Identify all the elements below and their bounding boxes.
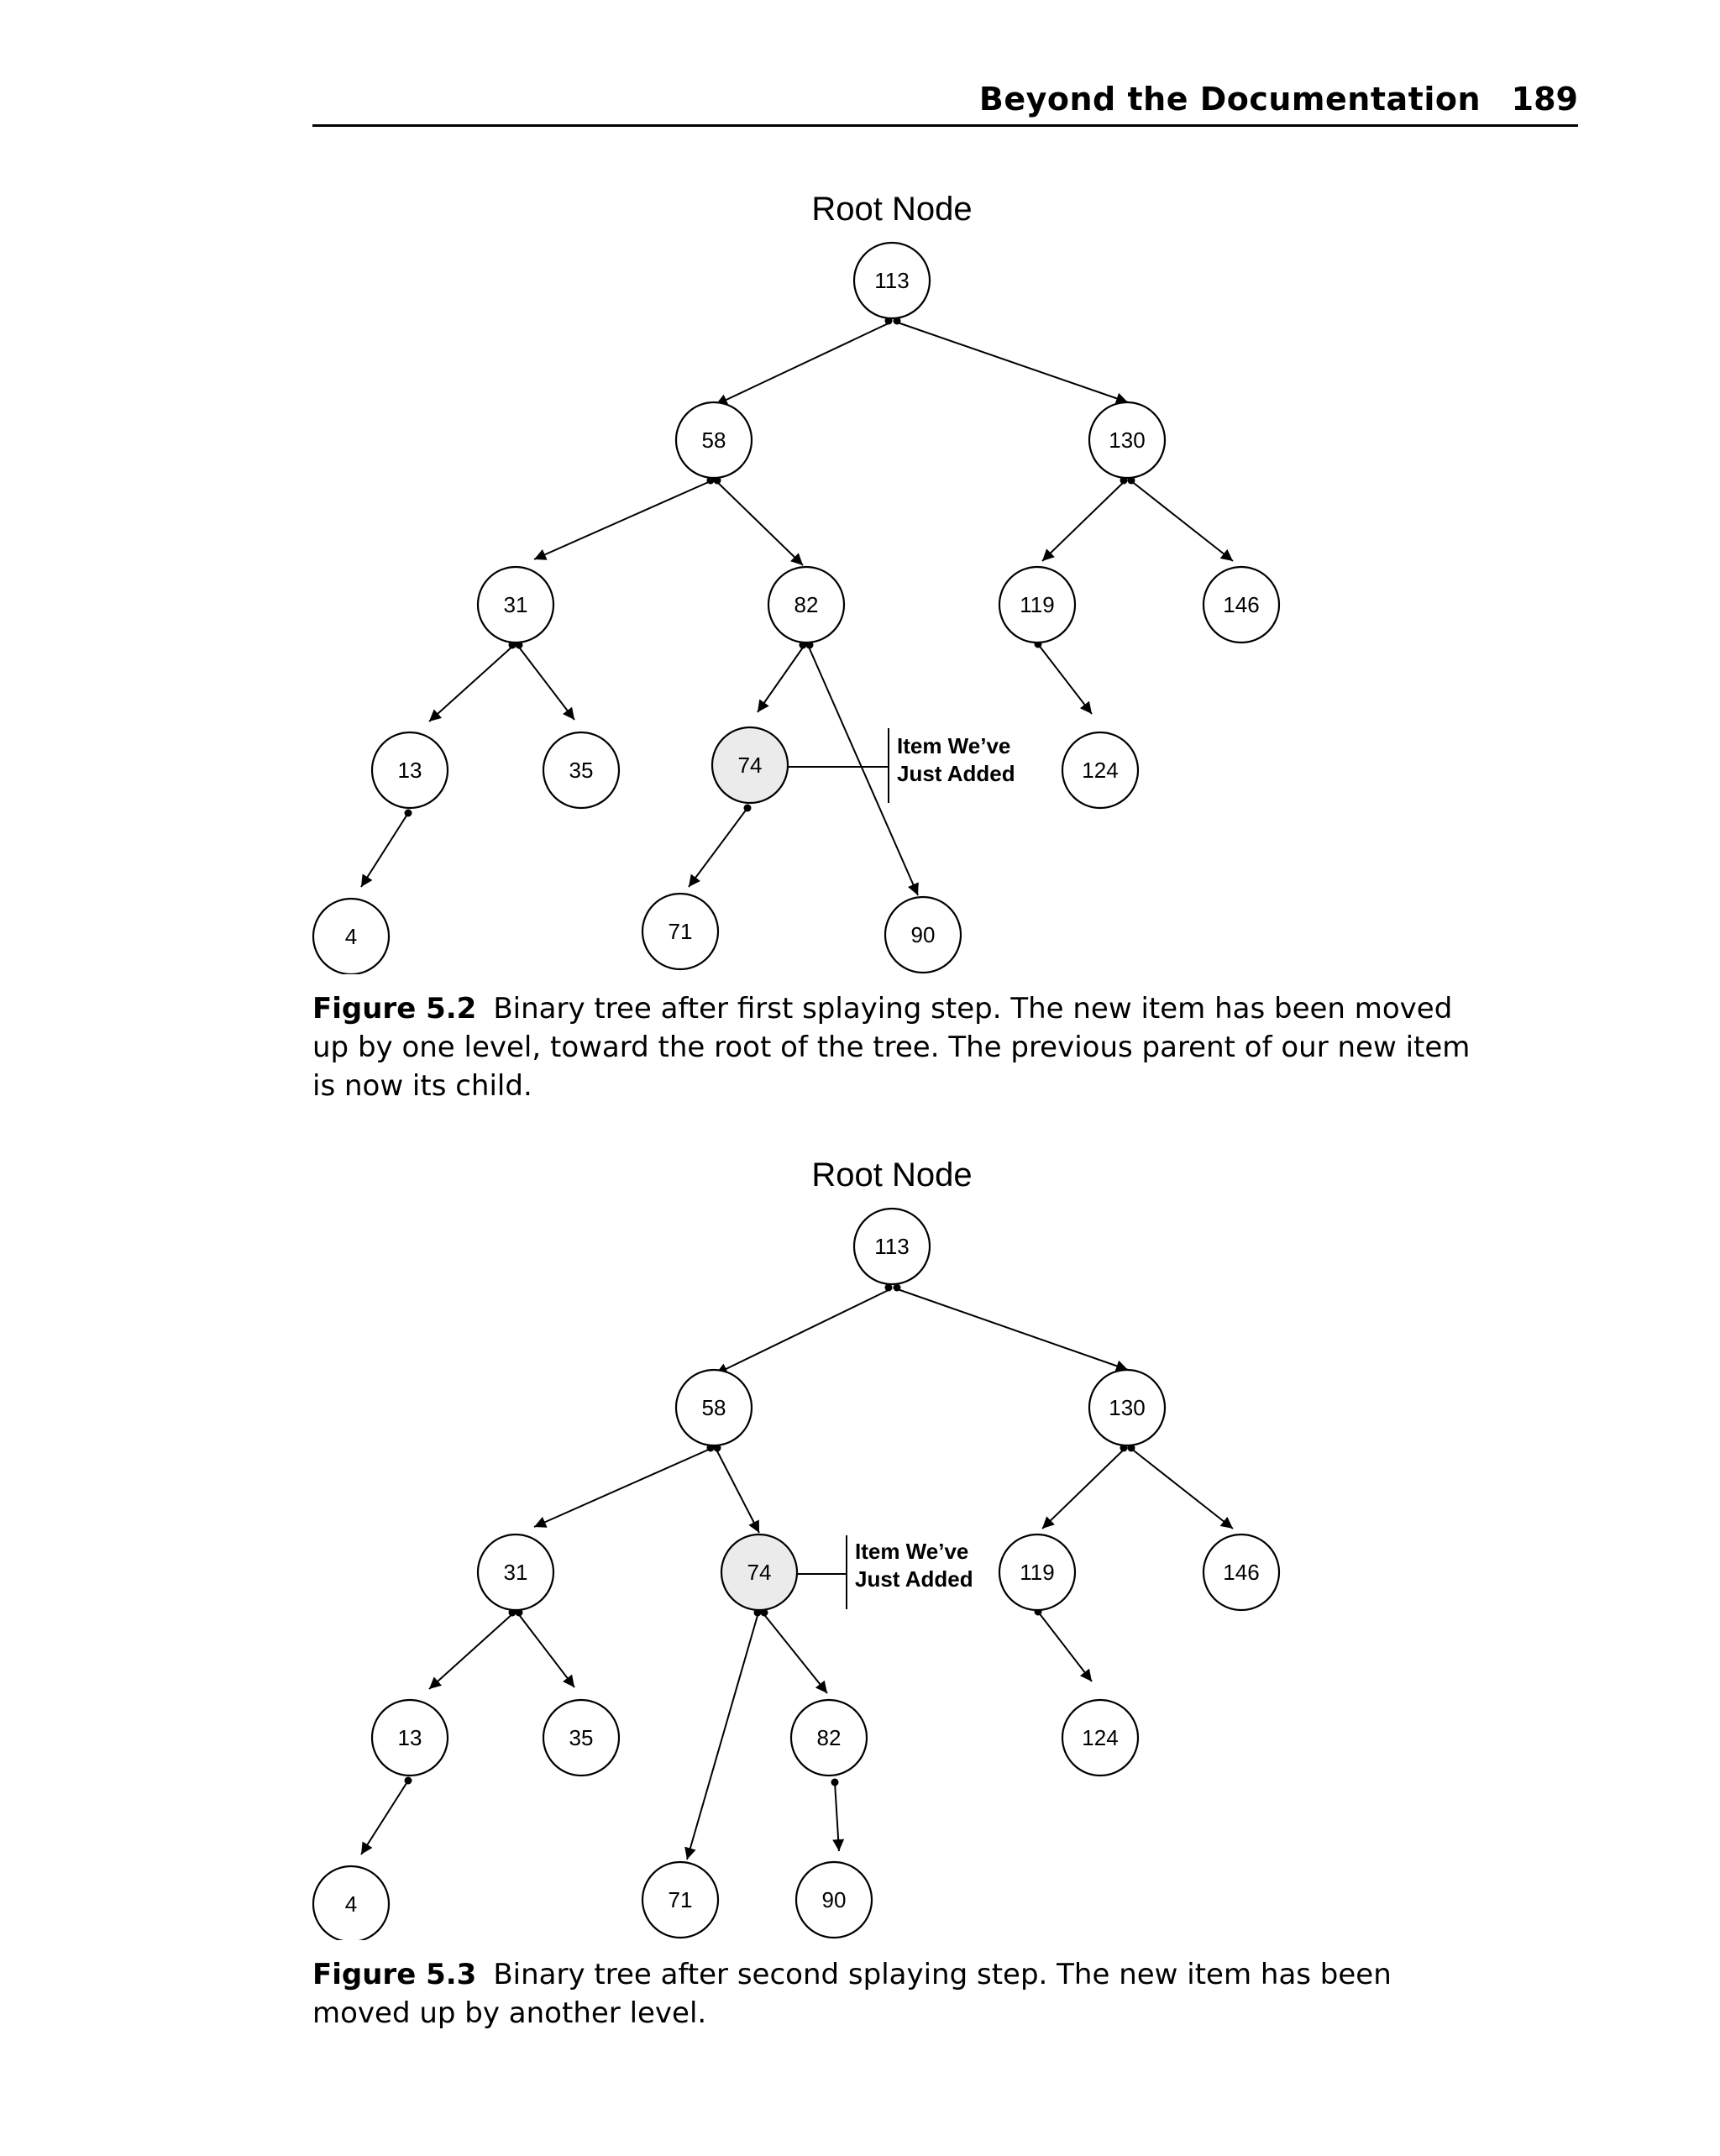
caption-text: Binary tree after first splaying step. The new item has been moved up by one level, toward the root of the tree. The previous parent of our new item is now its child.: [312, 992, 1471, 1103]
edge-58-31: [534, 1448, 712, 1527]
edge-13-4: [361, 1781, 408, 1854]
tree-node: [676, 1370, 752, 1445]
root-node-title: Root Node: [811, 1157, 973, 1193]
edge-82-90: [835, 1782, 839, 1851]
tree-node: [313, 899, 389, 974]
tree-node: [642, 1862, 718, 1938]
tree-node: [1089, 1370, 1165, 1445]
tree-node: [854, 243, 930, 318]
tree-node: [854, 1209, 930, 1284]
edge-113-58: [716, 322, 892, 405]
node-label: 82: [816, 1725, 842, 1750]
node-label: 130: [1109, 428, 1146, 453]
edge-130-146: [1130, 480, 1233, 561]
tree-node: [313, 1866, 389, 1940]
dot: [405, 1777, 412, 1785]
node-label: 124: [1082, 1725, 1119, 1750]
tree-node: [885, 897, 961, 973]
edge-113-58: [716, 1288, 892, 1374]
edge-119-124: [1038, 644, 1092, 714]
node-label: 31: [503, 1560, 528, 1585]
tree-nodes: [313, 1209, 1279, 1940]
tree-node: [999, 567, 1075, 643]
tree-node: [999, 1534, 1075, 1610]
tree-node: [372, 732, 448, 808]
annotation-line-1: Item We’ve: [855, 1539, 969, 1564]
tree-node: [791, 1700, 867, 1776]
tree-node: [642, 894, 718, 969]
node-label: 119: [1020, 592, 1055, 617]
dot: [831, 1779, 839, 1786]
caption-label: Figure 5.3: [312, 1958, 477, 1991]
edge-119-124: [1038, 1612, 1092, 1681]
edge-113-130: [895, 1288, 1128, 1370]
edge-74-82: [763, 1613, 827, 1693]
tree-node-highlighted: [712, 727, 788, 803]
caption-label: Figure 5.2: [312, 992, 477, 1026]
edge-58-74: [716, 1448, 759, 1533]
chapter-title: Beyond the Documentation: [978, 81, 1481, 118]
figure-5-3-caption: [312, 1955, 1488, 2033]
node-label: 13: [397, 1725, 422, 1750]
edge-13-4: [361, 813, 408, 887]
node-label: 146: [1223, 1560, 1260, 1585]
node-label: 4: [344, 924, 358, 949]
node-label: 146: [1223, 592, 1260, 617]
tree-node-highlighted: [721, 1534, 797, 1610]
edge-130-119: [1042, 480, 1125, 561]
node-label: 58: [701, 1395, 726, 1420]
node-label: 82: [794, 592, 819, 617]
tree-nodes: [313, 243, 1279, 974]
running-header: [312, 77, 1578, 127]
node-label: 71: [668, 1887, 693, 1912]
tree-node: [768, 567, 844, 643]
node-label: 90: [821, 1887, 847, 1912]
node-label: 31: [503, 592, 528, 617]
edge-31-13: [429, 1613, 514, 1689]
tree-node: [1203, 567, 1279, 643]
dot: [405, 810, 412, 817]
edge-113-130: [895, 322, 1128, 402]
tree-node: [1089, 402, 1165, 478]
edge-31-13: [429, 645, 514, 721]
edge-130-119: [1042, 1448, 1125, 1529]
node-label: 35: [569, 758, 594, 783]
tree-node: [478, 1534, 553, 1610]
node-label: 124: [1082, 758, 1119, 783]
root-node-title: Root Node: [811, 191, 973, 228]
node-label: 74: [747, 1560, 772, 1585]
page-number: 189: [1511, 81, 1578, 118]
tree-node: [478, 567, 553, 643]
figure-5-2-tree: [0, 176, 1720, 974]
tree-node: [1203, 1534, 1279, 1610]
edge-82-74: [758, 645, 805, 712]
edge-58-82: [716, 480, 803, 565]
caption-text: Binary tree after second splaying step. The new item has been moved up by another level.: [312, 1958, 1392, 2030]
edge-74-71: [689, 808, 747, 887]
annotation-line-1: Item We’ve: [897, 733, 1011, 758]
node-label: 119: [1020, 1560, 1055, 1585]
figure-5-2-caption: [312, 989, 1488, 1105]
edge-31-35: [517, 1613, 574, 1687]
node-label: 74: [737, 753, 763, 778]
node-label: 58: [701, 428, 726, 453]
tree-node: [372, 1700, 448, 1776]
tree-node: [543, 732, 619, 808]
figure-5-3-tree: [0, 1142, 1720, 1940]
tree-node: [1062, 1700, 1138, 1776]
annotation-line-2: Just Added: [897, 761, 1015, 786]
node-label: 35: [569, 1725, 594, 1750]
edge-74-71: [687, 1613, 758, 1860]
tree-node: [676, 402, 752, 478]
edge-58-31: [534, 480, 712, 559]
node-label: 113: [874, 268, 910, 293]
annotation-line-2: Just Added: [855, 1566, 973, 1592]
edge-31-35: [517, 645, 574, 720]
tree-node: [543, 1700, 619, 1776]
node-label: 113: [874, 1234, 910, 1259]
dot: [744, 805, 752, 812]
node-label: 4: [344, 1891, 358, 1917]
tree-node: [1062, 732, 1138, 808]
tree-node: [796, 1862, 872, 1938]
edge-130-146: [1130, 1448, 1233, 1529]
node-label: 90: [910, 922, 936, 947]
node-label: 13: [397, 758, 422, 783]
node-label: 130: [1109, 1395, 1146, 1420]
node-label: 71: [668, 919, 693, 944]
